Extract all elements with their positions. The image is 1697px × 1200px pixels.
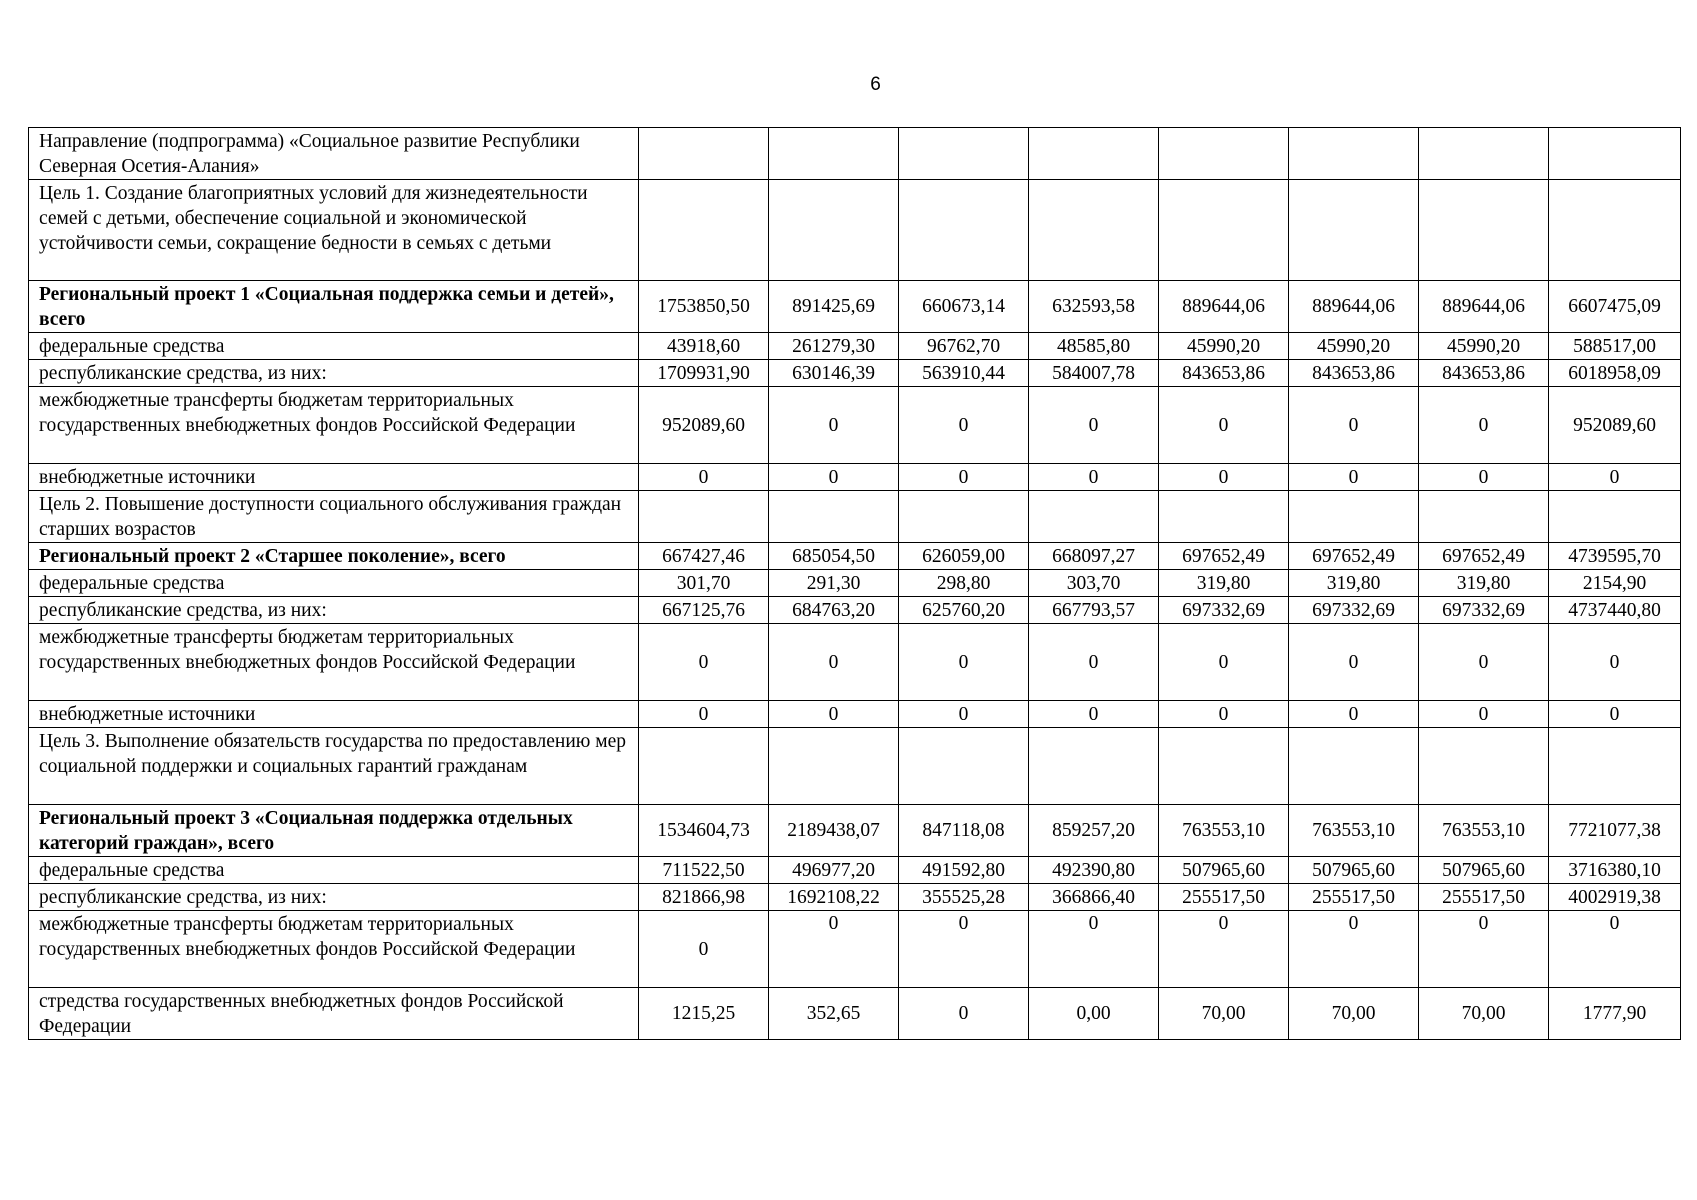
value-cell: 843653,86 — [1419, 360, 1549, 387]
value-cell: 0 — [899, 911, 1029, 988]
value-cell: 843653,86 — [1159, 360, 1289, 387]
page-number: 6 — [870, 74, 881, 95]
value-cell — [1419, 128, 1549, 180]
budget-table — [28, 127, 1681, 1040]
row-label: Цель 2. Повышение доступности социального обслуживания граждан старших возрастов — [29, 491, 639, 543]
value-cell: 0 — [1419, 624, 1549, 701]
value-cell — [1549, 180, 1681, 281]
value-cell: 889644,06 — [1419, 281, 1549, 333]
value-cell: 697652,49 — [1419, 543, 1549, 570]
value-cell — [1289, 128, 1419, 180]
value-cell: 507965,60 — [1419, 857, 1549, 884]
table-row — [29, 884, 1681, 911]
value-cell: 1777,90 — [1549, 988, 1681, 1040]
value-cell: 6607475,09 — [1549, 281, 1681, 333]
value-cell: 0 — [1289, 387, 1419, 464]
value-cell: 319,80 — [1419, 570, 1549, 597]
value-cell: 0 — [639, 911, 769, 988]
row-label: федеральные средства — [29, 333, 639, 360]
value-cell — [639, 180, 769, 281]
value-cell — [769, 728, 899, 805]
value-cell — [1159, 180, 1289, 281]
value-cell: 1534604,73 — [639, 805, 769, 857]
value-cell: 584007,78 — [1029, 360, 1159, 387]
table-row — [29, 281, 1681, 333]
value-cell: 630146,39 — [769, 360, 899, 387]
value-cell: 45990,20 — [1289, 333, 1419, 360]
value-cell — [1159, 491, 1289, 543]
row-label: внебюджетные источники — [29, 464, 639, 491]
value-cell: 1215,25 — [639, 988, 769, 1040]
value-cell: 0 — [769, 911, 899, 988]
value-cell: 303,70 — [1029, 570, 1159, 597]
table-row — [29, 988, 1681, 1040]
value-cell: 891425,69 — [769, 281, 899, 333]
row-label: внебюджетные источники — [29, 701, 639, 728]
value-cell: 697332,69 — [1159, 597, 1289, 624]
value-cell: 563910,44 — [899, 360, 1029, 387]
value-cell — [899, 728, 1029, 805]
value-cell: 0 — [1549, 624, 1681, 701]
value-cell — [1289, 491, 1419, 543]
value-cell: 0 — [1029, 464, 1159, 491]
value-cell: 291,30 — [769, 570, 899, 597]
value-cell — [639, 728, 769, 805]
value-cell: 0 — [1159, 701, 1289, 728]
value-cell: 0 — [1159, 911, 1289, 988]
value-cell: 0 — [1549, 911, 1681, 988]
value-cell: 0 — [769, 464, 899, 491]
value-cell: 667125,76 — [639, 597, 769, 624]
value-cell: 255517,50 — [1159, 884, 1289, 911]
value-cell: 6018958,09 — [1549, 360, 1681, 387]
value-cell: 0 — [1159, 387, 1289, 464]
value-cell: 70,00 — [1159, 988, 1289, 1040]
value-cell: 0 — [639, 464, 769, 491]
value-cell: 1753850,50 — [639, 281, 769, 333]
table-row — [29, 805, 1681, 857]
value-cell: 711522,50 — [639, 857, 769, 884]
value-cell: 0 — [899, 701, 1029, 728]
value-cell: 847118,08 — [899, 805, 1029, 857]
table-row — [29, 701, 1681, 728]
row-label: Цель 3. Выполнение обязательств государства по предоставлению мер социальной поддержки и социальных гарантий гражданам — [29, 728, 639, 805]
value-cell: 859257,20 — [1029, 805, 1159, 857]
value-cell: 0 — [639, 701, 769, 728]
value-cell: 0,00 — [1029, 988, 1159, 1040]
value-cell — [1029, 128, 1159, 180]
value-cell: 48585,80 — [1029, 333, 1159, 360]
table-row — [29, 464, 1681, 491]
value-cell: 684763,20 — [769, 597, 899, 624]
value-cell: 0 — [1029, 624, 1159, 701]
row-label: федеральные средства — [29, 570, 639, 597]
value-cell: 507965,60 — [1159, 857, 1289, 884]
value-cell — [1159, 128, 1289, 180]
value-cell: 763553,10 — [1159, 805, 1289, 857]
value-cell: 685054,50 — [769, 543, 899, 570]
value-cell: 0 — [1419, 464, 1549, 491]
value-cell: 355525,28 — [899, 884, 1029, 911]
value-cell: 0 — [769, 387, 899, 464]
value-cell: 588517,00 — [1549, 333, 1681, 360]
value-cell — [1029, 180, 1159, 281]
row-label: межбюджетные трансферты бюджетам территориальных государственных внебюджетных фондов Российской Федерации — [29, 911, 639, 988]
value-cell: 697332,69 — [1289, 597, 1419, 624]
value-cell — [1419, 728, 1549, 805]
table-row — [29, 911, 1681, 988]
value-cell — [1029, 728, 1159, 805]
value-cell: 2189438,07 — [769, 805, 899, 857]
row-label: Цель 1. Создание благоприятных условий для жизнедеятельности семей с детьми, обеспечение социальной и экономической устойчивости семьи, сокращение бедности в семьях с детьми — [29, 180, 639, 281]
row-label: республиканские средства, из них: — [29, 884, 639, 911]
value-cell — [769, 128, 899, 180]
value-cell: 255517,50 — [1419, 884, 1549, 911]
value-cell: 763553,10 — [1419, 805, 1549, 857]
table-row — [29, 543, 1681, 570]
value-cell: 0 — [769, 701, 899, 728]
value-cell: 763553,10 — [1289, 805, 1419, 857]
row-label: межбюджетные трансферты бюджетам территориальных государственных внебюджетных фондов Российской Федерации — [29, 387, 639, 464]
value-cell: 45990,20 — [1159, 333, 1289, 360]
row-label: межбюджетные трансферты бюджетам территориальных государственных внебюджетных фондов Российской Федерации — [29, 624, 639, 701]
value-cell: 697332,69 — [1419, 597, 1549, 624]
value-cell — [899, 128, 1029, 180]
value-cell: 0 — [769, 624, 899, 701]
value-cell: 491592,80 — [899, 857, 1029, 884]
table-row — [29, 333, 1681, 360]
table-row — [29, 128, 1681, 180]
table-row — [29, 180, 1681, 281]
value-cell: 352,65 — [769, 988, 899, 1040]
value-cell — [639, 128, 769, 180]
table-row — [29, 491, 1681, 543]
value-cell: 3716380,10 — [1549, 857, 1681, 884]
value-cell: 632593,58 — [1029, 281, 1159, 333]
table-row — [29, 387, 1681, 464]
table-row — [29, 570, 1681, 597]
value-cell — [1419, 491, 1549, 543]
value-cell: 261279,30 — [769, 333, 899, 360]
value-cell: 2154,90 — [1549, 570, 1681, 597]
value-cell: 668097,27 — [1029, 543, 1159, 570]
value-cell: 626059,00 — [899, 543, 1029, 570]
value-cell: 0 — [1159, 464, 1289, 491]
value-cell: 0 — [1549, 464, 1681, 491]
value-cell: 366866,40 — [1029, 884, 1159, 911]
value-cell: 4739595,70 — [1549, 543, 1681, 570]
value-cell — [1159, 728, 1289, 805]
value-cell — [1029, 491, 1159, 543]
value-cell: 0 — [1159, 624, 1289, 701]
row-label: Региональный проект 2 «Старшее поколение», всего — [29, 543, 639, 570]
value-cell: 0 — [1289, 464, 1419, 491]
value-cell — [1289, 180, 1419, 281]
value-cell: 0 — [1289, 911, 1419, 988]
value-cell — [769, 491, 899, 543]
value-cell: 0 — [899, 988, 1029, 1040]
value-cell: 96762,70 — [899, 333, 1029, 360]
value-cell: 0 — [1029, 911, 1159, 988]
value-cell: 4737440,80 — [1549, 597, 1681, 624]
value-cell — [769, 180, 899, 281]
value-cell: 0 — [639, 624, 769, 701]
row-label: федеральные средства — [29, 857, 639, 884]
value-cell: 43918,60 — [639, 333, 769, 360]
value-cell: 0 — [899, 464, 1029, 491]
row-label: Региональный проект 3 «Социальная поддержка отдельных категорий граждан», всего — [29, 805, 639, 857]
value-cell — [639, 491, 769, 543]
value-cell: 1692108,22 — [769, 884, 899, 911]
value-cell: 0 — [1289, 701, 1419, 728]
value-cell — [1549, 728, 1681, 805]
table-row — [29, 360, 1681, 387]
value-cell: 952089,60 — [639, 387, 769, 464]
value-cell: 625760,20 — [899, 597, 1029, 624]
value-cell: 0 — [1549, 701, 1681, 728]
value-cell: 0 — [1419, 911, 1549, 988]
value-cell — [899, 180, 1029, 281]
value-cell: 70,00 — [1289, 988, 1419, 1040]
value-cell: 0 — [1029, 387, 1159, 464]
value-cell: 0 — [1419, 387, 1549, 464]
row-label: республиканские средства, из них: — [29, 597, 639, 624]
value-cell: 821866,98 — [639, 884, 769, 911]
table-row — [29, 728, 1681, 805]
value-cell: 496977,20 — [769, 857, 899, 884]
value-cell: 492390,80 — [1029, 857, 1159, 884]
table-row — [29, 624, 1681, 701]
value-cell: 70,00 — [1419, 988, 1549, 1040]
value-cell: 507965,60 — [1289, 857, 1419, 884]
value-cell: 319,80 — [1289, 570, 1419, 597]
value-cell: 660673,14 — [899, 281, 1029, 333]
value-cell: 301,70 — [639, 570, 769, 597]
value-cell: 4002919,38 — [1549, 884, 1681, 911]
value-cell: 667427,46 — [639, 543, 769, 570]
value-cell — [1289, 728, 1419, 805]
row-label: Направление (подпрограмма) «Социальное развитие Республики Северная Осетия-Алания» — [29, 128, 639, 180]
value-cell: 0 — [899, 624, 1029, 701]
value-cell: 0 — [1289, 624, 1419, 701]
value-cell: 298,80 — [899, 570, 1029, 597]
row-label: Региональный проект 1 «Социальная поддержка семьи и детей», всего — [29, 281, 639, 333]
value-cell: 697652,49 — [1159, 543, 1289, 570]
value-cell — [899, 491, 1029, 543]
value-cell: 45990,20 — [1419, 333, 1549, 360]
value-cell: 1709931,90 — [639, 360, 769, 387]
value-cell: 667793,57 — [1029, 597, 1159, 624]
value-cell: 0 — [1419, 701, 1549, 728]
value-cell — [1549, 491, 1681, 543]
budget-table-body — [29, 128, 1681, 1040]
value-cell: 843653,86 — [1289, 360, 1419, 387]
value-cell: 255517,50 — [1289, 884, 1419, 911]
table-row — [29, 597, 1681, 624]
value-cell: 889644,06 — [1159, 281, 1289, 333]
value-cell — [1549, 128, 1681, 180]
row-label: стредства государственных внебюджетных фондов Российской Федерации — [29, 988, 639, 1040]
value-cell: 319,80 — [1159, 570, 1289, 597]
value-cell: 0 — [1029, 701, 1159, 728]
value-cell: 889644,06 — [1289, 281, 1419, 333]
value-cell: 952089,60 — [1549, 387, 1681, 464]
table-row — [29, 857, 1681, 884]
value-cell: 0 — [899, 387, 1029, 464]
value-cell — [1419, 180, 1549, 281]
value-cell: 697652,49 — [1289, 543, 1419, 570]
row-label: республиканские средства, из них: — [29, 360, 639, 387]
value-cell: 7721077,38 — [1549, 805, 1681, 857]
